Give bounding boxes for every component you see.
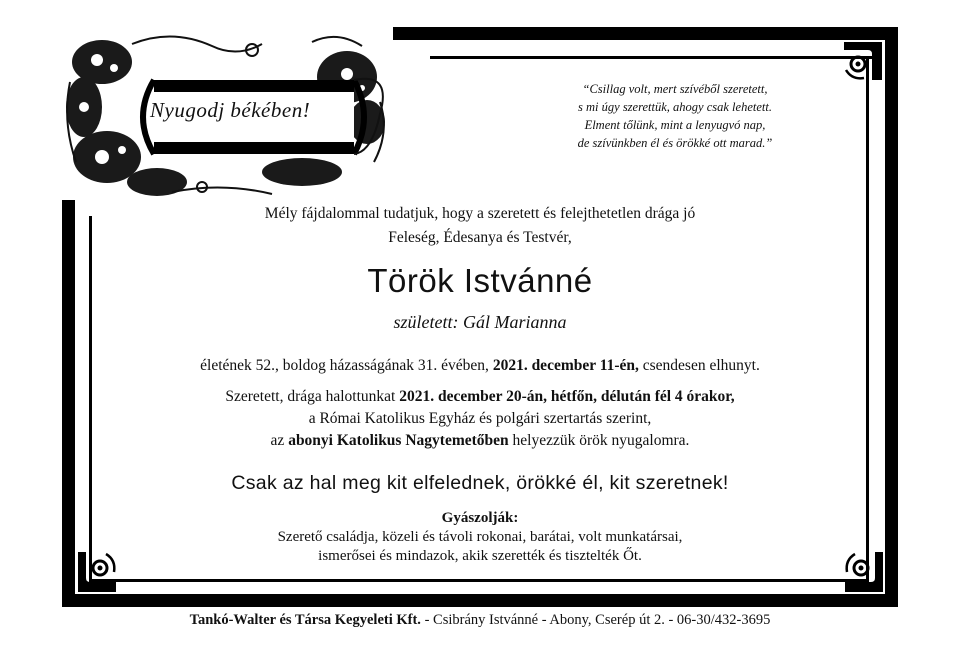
- mourners-line-2: ismerősei és mindazok, akik szerették és tisztelték Őt.: [318, 548, 642, 564]
- frame-left-outer: [62, 200, 75, 607]
- footer-details: - Csibrány Istvánné - Abony, Cserép út 2. - 06-30/432-3695: [420, 612, 771, 628]
- funeral-line3-suffix: helyezzük örök nyugalomra.: [508, 432, 690, 449]
- funeral-place: abonyi Katolikus Nagytemetőben: [288, 432, 509, 449]
- mourners-title: Gyászolják:: [441, 510, 519, 526]
- deceased-name: Török Istvánné: [367, 262, 593, 299]
- frame-bottom-outer: [62, 594, 898, 607]
- death-suffix: csendesen elhunyt.: [638, 357, 760, 374]
- funeral-home-footer: [0, 612, 960, 629]
- corner-ornament-top-right: [842, 40, 884, 82]
- funeral-line3-prefix: az: [270, 432, 289, 449]
- intro-line-2: Feleség, Édesanya és Testvér,: [388, 229, 572, 246]
- quote-line: Elment tőlünk, mint a lenyugvó nap,: [584, 118, 766, 132]
- death-prefix: életének 52., boldog házasságának 31. évében,: [200, 357, 493, 374]
- footer-company: Tankó-Walter és Társa Kegyeleti Kft.: [189, 612, 421, 628]
- intro-line-1: Mély fájdalommal tudatjuk, hogy a szeretett és felejthetetlen drága jó: [264, 205, 696, 222]
- quote-line: de szívünkben él és örökké ott marad.”: [577, 136, 773, 150]
- birth-name: született: Gál Marianna: [393, 312, 567, 332]
- funeral-line-3: [100, 432, 860, 450]
- frame-left-inner: [89, 216, 92, 582]
- memorial-motto: Csak az hal meg kit elfelednek, örökké él, kit szeretnek!: [231, 472, 729, 494]
- memorial-quote: [520, 80, 830, 152]
- frame-top-inner: [430, 56, 875, 59]
- frame-right-inner: [866, 56, 869, 584]
- frame-top-outer: [393, 27, 898, 40]
- mourners-line-1: Szerető családja, közeli és távoli rokonai, barátai, volt munkatársai,: [277, 529, 683, 545]
- frame-bottom-inner: [89, 579, 869, 582]
- emblem-ribbon-text: Nyugodj békében!: [150, 98, 311, 122]
- death-announcement: [100, 357, 860, 375]
- quote-line: “Csillag volt, mert szívéből szeretett,: [582, 82, 768, 96]
- funeral-datetime: 2021. december 20-án, hétfőn, délután fél 4 órakor,: [399, 388, 735, 405]
- funeral-prefix: Szeretett, drága halottunkat: [225, 388, 400, 405]
- quote-line: s mi úgy szerettük, ahogy csak lehetett.: [578, 100, 772, 114]
- funeral-line-1: [100, 388, 860, 406]
- funeral-line-2: a Római Katolikus Egyház és polgári szertartás szerint,: [308, 410, 652, 427]
- frame-right-outer: [885, 27, 898, 607]
- death-date: 2021. december 11-én,: [492, 357, 639, 374]
